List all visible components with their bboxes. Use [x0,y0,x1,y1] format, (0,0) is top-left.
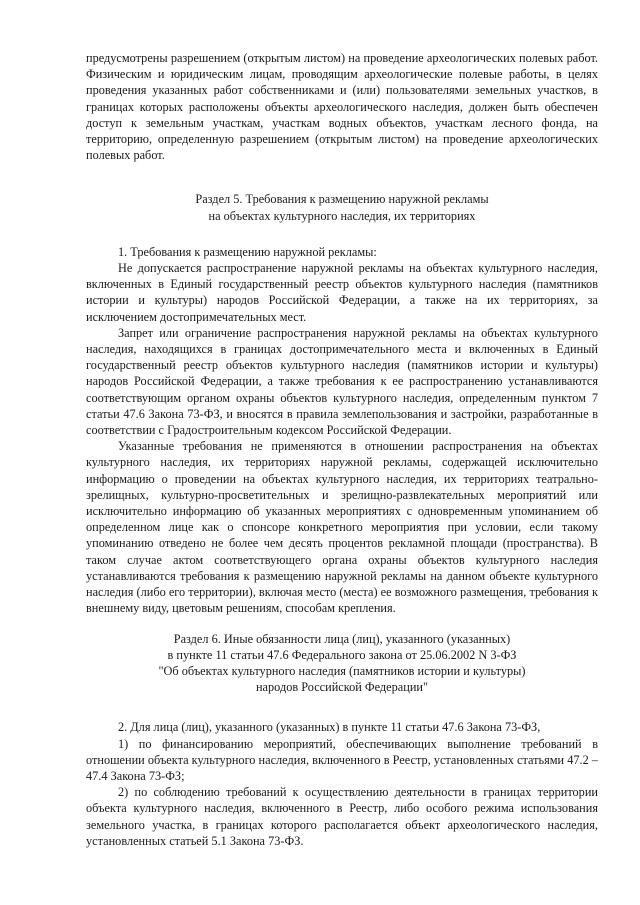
spacer [86,617,598,631]
section6-title-line4: народов Российской Федерации" [255,680,429,695]
section6-title-line1: Раздел 6. Иные обязанности лица (лиц), указанного (указанных) [173,631,511,646]
spacer [86,163,598,191]
section6-subitem2: 2) по соблюдению требований к осуществлению деятельности в границах территории объекта культурного наследия, включенного в Реестр, либо особого режима использования земельного участка, в границах которого располагается объект археологического наследия, установленных статьей 5.1 Закона 73-ФЗ. [86,785,598,848]
spacer [86,695,598,719]
document-body [86,50,598,849]
section5-paragraph2: Запрет или ограничение распространения наружной рекламы на объектах культурного наследия, находящихся в границах достопримечательного места и включенных в Единый государственный реестр объектов культурного наследия (памятников истории и культуры) народов Российской Федерации, а также требования к ее распространению устанавливаются соответствующим органом охраны объектов культурного наследия, определенным пунктом 7 статьи 47.6 Закона 73-ФЗ, и вносятся в правила землепользования и застройки, разработанные в соответствии с Градостроительным кодексом Российской Федерации. [86,325,598,438]
section6-item2: 2. Для лица (лиц), указанного (указанных) в пункте 11 статьи 47.6 Закона 73-ФЗ, [118,720,541,735]
section6-title-line3: "Об объектах культурного наследия (памятников истории и культуры) [158,663,526,678]
section6-title-line2: в пункте 11 статьи 47.6 Федерального закона от 25.06.2002 N 3-ФЗ [167,647,517,662]
paragraph-continuation: предусмотрены разрешением (открытым листом) на проведение археологических полевых работ. Физическим и юридическим лицам, проводящим археологические полевые работы, в целях проведения указанных работ собственниками и (или) пользователями земельных участков, в границах которых расположены объекты археологического наследия, должен быть обеспечен доступ к земельным участкам, участкам водных объектов, участкам лесного фонда, на территорию, определенную разрешением (открытым листом) на проведение археологических полевых работ. [86,51,598,163]
section5-title-line2: на объектах культурного наследия, их территориях [208,208,476,223]
section6-subitem1: 1) по финансированию мероприятий, обеспечивающих выполнение требований в отношении объекта культурного наследия, включенного в Реестр, установленных статьями 47.2 – 47.4 Закона 73-ФЗ; [86,736,598,783]
section5-item1: 1. Требования к размещению наружной рекламы: [118,244,377,259]
section5-paragraph1: Не допускается распространение наружной рекламы на объектах культурного наследия, включенных в Единый государственный реестр объектов культурного наследия (памятников истории и культуры) народов Российской Федерации, а также на их территориях, за исключением достопримечательных мест. [86,261,598,324]
section5-paragraph3: Указанные требования не применяются в отношении распространения на объектах культурного наследия, их территориях наружной рекламы, содержащей исключительно информацию о проведении на объектах культурного наследия, их территориях театрально-зрелищных, культурно-просветительных и зрелищно-развлекательных мероприятий или исключительно информацию об указанных мероприятиях с одновременным упоминанием об определенном лице как о спонсоре конкретного мероприятия при условии, если такому упоминанию отведено не более чем десять процентов рекламной площади (пространства). В таком случае актом соответствующего органа охраны объектов культурного наследия устанавливаются требования к размещению наружной рекламы на данном объекте культурного наследия (либо его территории), включая место (места) ее возможного размещения, требования к внешнему виду, цветовым решениям, способам крепления. [86,439,598,616]
spacer [86,224,598,244]
section5-title-line1: Раздел 5. Требования к размещению наружной рекламы [195,192,489,207]
